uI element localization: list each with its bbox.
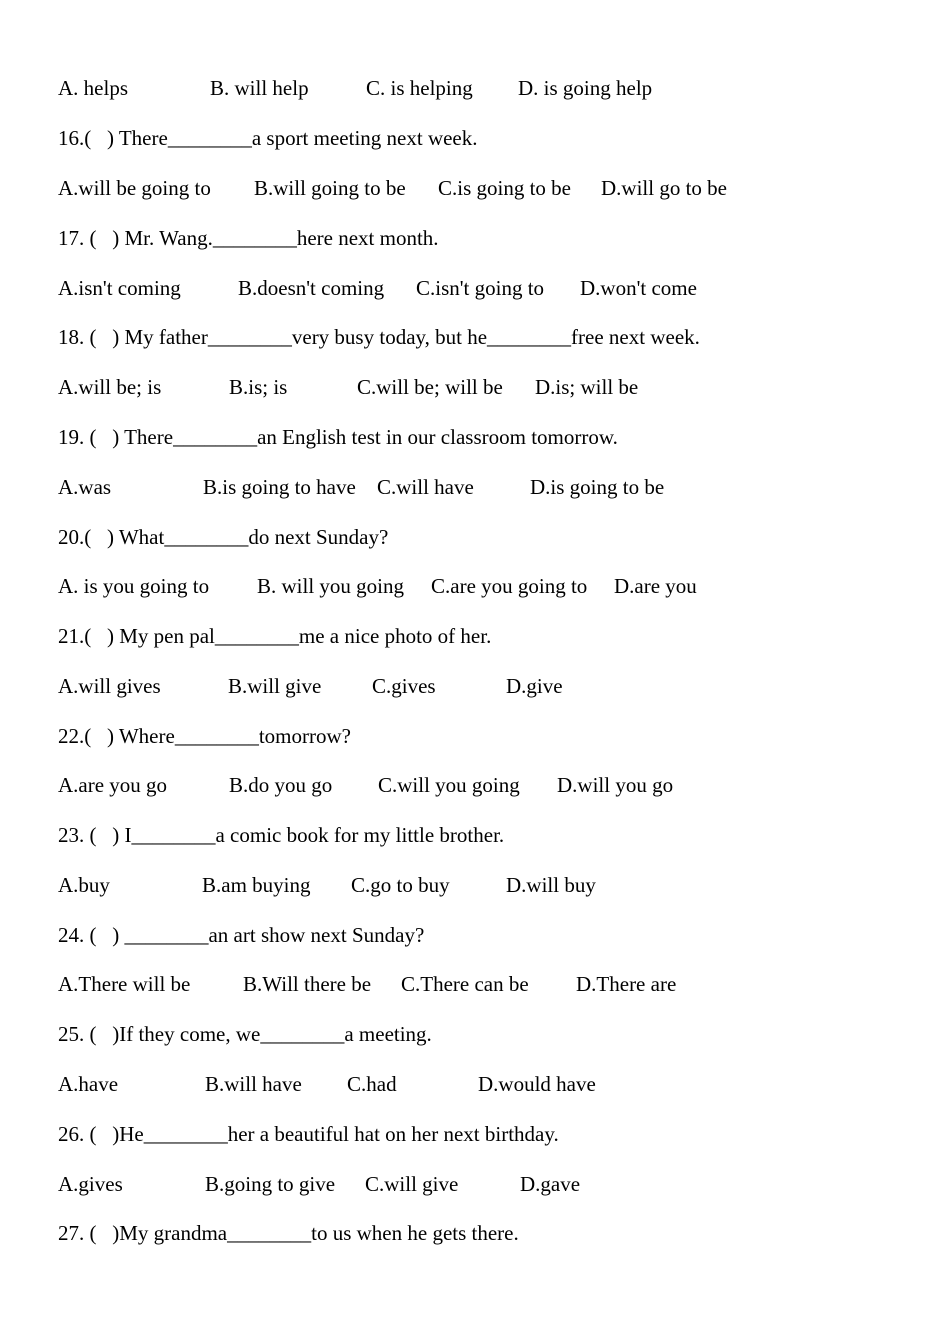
- options-line: [58, 771, 674, 799]
- option-c: C. is helping: [366, 76, 473, 100]
- question-20: 20.( ) What________do next Sunday?: [58, 525, 389, 549]
- option-d: D. is going help: [518, 76, 653, 100]
- question-27: 27. ( )My grandma________to us when he gets there.: [58, 1221, 519, 1245]
- option-b: B. will you going: [257, 574, 405, 598]
- options-line: [58, 74, 653, 102]
- option-d: D.won't come: [580, 276, 697, 300]
- option-c: C.is going to be: [438, 176, 572, 200]
- option-d: D.There are: [576, 972, 677, 996]
- question-18: 18. ( ) My father________very busy today, but he________free next week.: [58, 325, 700, 349]
- question-21: 21.( ) My pen pal________me a nice photo of her.: [58, 624, 492, 648]
- option-b: B.do you go: [229, 773, 333, 797]
- options-line: [58, 970, 677, 998]
- option-b: B.will give: [228, 674, 322, 698]
- option-b: B. will help: [210, 76, 309, 100]
- option-d: D.give: [506, 674, 563, 698]
- options-line: [58, 373, 639, 401]
- option-a: A.will be; is: [58, 375, 162, 399]
- question-19: 19. ( ) There________an English test in our classroom tomorrow.: [58, 425, 618, 449]
- option-c: C.go to buy: [351, 873, 450, 897]
- options-line: [58, 1170, 581, 1198]
- options-line: [58, 274, 697, 302]
- option-a: A.have: [58, 1072, 119, 1096]
- option-a: A.There will be: [58, 972, 191, 996]
- option-d: D.gave: [520, 1172, 581, 1196]
- question-25: 25. ( )If they come, we________a meeting.: [58, 1022, 432, 1046]
- options-line: [58, 871, 596, 899]
- option-c: C.will be; will be: [357, 375, 503, 399]
- question-23: 23. ( ) I________a comic book for my little brother.: [58, 823, 505, 847]
- option-d: D.is going to be: [530, 475, 665, 499]
- option-b: B.Will there be: [243, 972, 372, 996]
- option-a: A.are you go: [58, 773, 168, 797]
- options-line: [58, 1070, 596, 1098]
- option-a: A. helps: [58, 76, 128, 100]
- question-17: 17. ( ) Mr. Wang.________here next month.: [58, 226, 439, 250]
- option-d: D.is; will be: [535, 375, 639, 399]
- question-22: 22.( ) Where________tomorrow?: [58, 724, 351, 748]
- question-16: 16.( ) There________a sport meeting next week.: [58, 126, 478, 150]
- option-d: D.would have: [478, 1072, 596, 1096]
- option-b: B.will have: [205, 1072, 302, 1096]
- question-24: 24. ( ) ________an art show next Sunday?: [58, 923, 425, 947]
- options-line: [58, 174, 727, 202]
- option-d: D.will buy: [506, 873, 596, 897]
- option-a: A.was: [58, 475, 112, 499]
- option-c: C.are you going to: [431, 574, 588, 598]
- option-d: D.are you: [614, 574, 697, 598]
- option-c: C.will have: [377, 475, 474, 499]
- options-line: [58, 672, 563, 700]
- option-c: C.There can be: [401, 972, 529, 996]
- option-c: C.had: [347, 1072, 397, 1096]
- option-c: C.will you going: [378, 773, 520, 797]
- option-b: B.doesn't coming: [238, 276, 385, 300]
- option-c: C.gives: [372, 674, 436, 698]
- option-a: A.isn't coming: [58, 276, 181, 300]
- option-b: B.going to give: [205, 1172, 336, 1196]
- option-a: A. is you going to: [58, 574, 210, 598]
- option-a: A.will gives: [58, 674, 161, 698]
- option-a: A.will be going to: [58, 176, 211, 200]
- question-26: 26. ( )He________her a beautiful hat on her next birthday.: [58, 1122, 559, 1146]
- option-b: B.is going to have: [203, 475, 356, 499]
- option-d: D.will go to be: [601, 176, 727, 200]
- options-line: [58, 473, 665, 501]
- option-b: B.is; is: [229, 375, 288, 399]
- option-c: C.will give: [365, 1172, 459, 1196]
- option-a: A.buy: [58, 873, 110, 897]
- option-a: A.gives: [58, 1172, 123, 1196]
- option-c: C.isn't going to: [416, 276, 545, 300]
- options-line: [58, 572, 697, 600]
- option-d: D.will you go: [557, 773, 674, 797]
- option-b: B.am buying: [202, 873, 311, 897]
- option-b: B.will going to be: [254, 176, 406, 200]
